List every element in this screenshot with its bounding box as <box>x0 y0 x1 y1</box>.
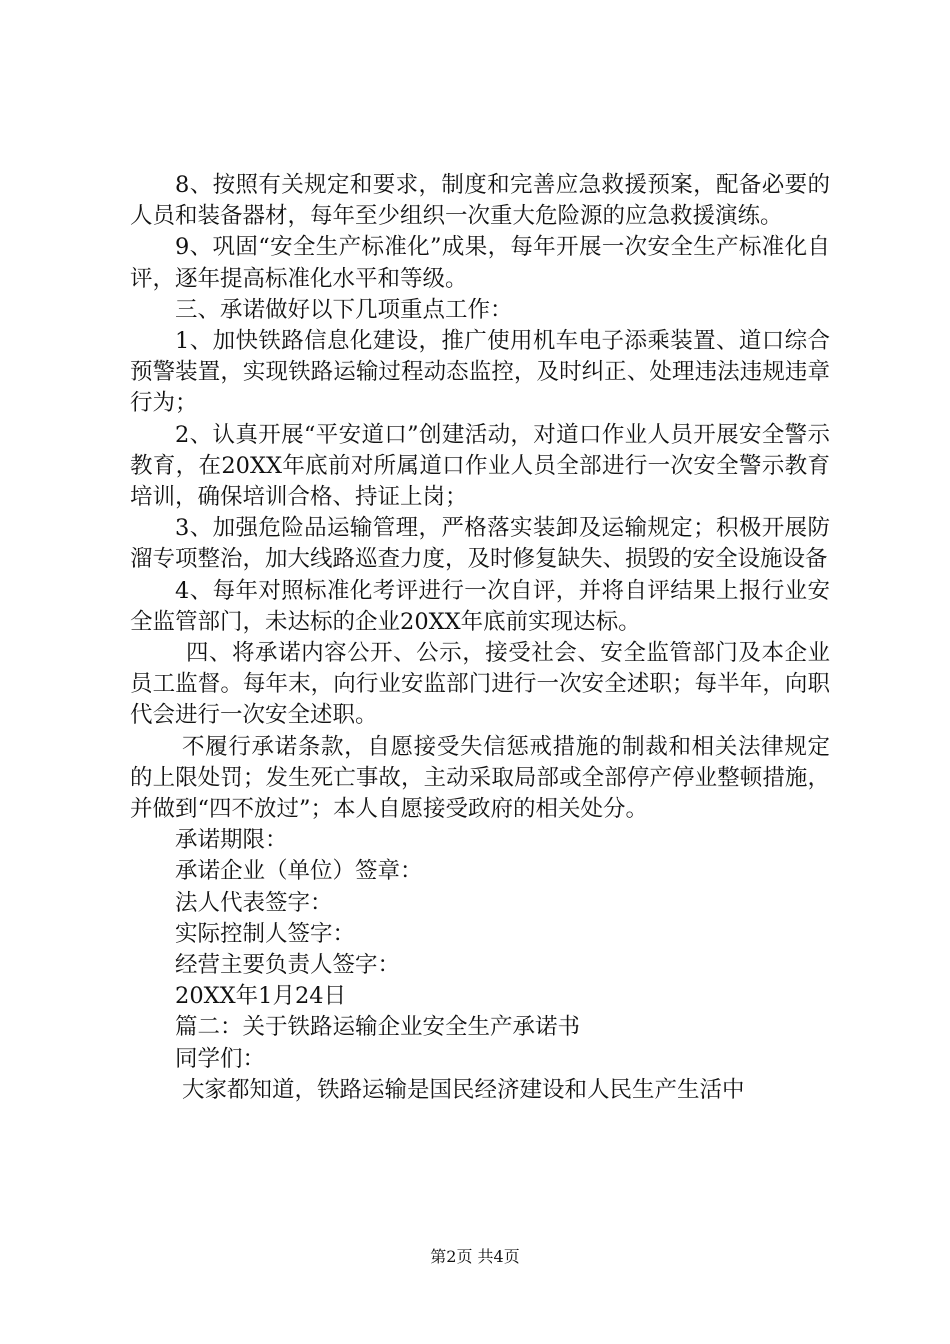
controller-signature-label: 实际控制人签字： <box>175 920 356 947</box>
paragraph-item-8: 8、按照有关规定和要求，制度和完善应急救援预案，配备必要的人员和装备器材，每年至少组织一次重大危险源的应急救援演练。 <box>130 172 830 230</box>
part-two-title: 篇二：关于铁路运输企业安全生产承诺书 <box>175 1014 581 1041</box>
opening-line: 大家都知道，铁路运输是国民经济建设和人民生产生活中 <box>182 1076 745 1103</box>
work-item-2: 2、认真开展“平安道口”创建活动，对道口作业人员开展安全警示教育，在20XX年底前对所属道口作业人员全部进行一次安全警示教育培训，确保培训合格、持证上岗； <box>130 421 830 511</box>
work-item-4: 4、每年对照标准化考评进行一次自评，并将自评结果上报行业安全监管部门，未达标的企业20XX年底前实现达标。 <box>130 577 830 635</box>
paragraph-item-9: 9、巩固“安全生产标准化”成果，每年开展一次安全生产标准化自评，逐年提高标准化水平和等级。 <box>130 234 830 292</box>
company-seal-label: 承诺企业（单位）签章： <box>175 858 423 885</box>
penalty-paragraph: 不履行承诺条款，自愿接受失信惩戒措施的制裁和相关法律规定的上限处罚；发生死亡事故，主动采取局部或全部停产停业整顿措施，并做到“四不放过”；本人自愿接受政府的相关处分。 <box>130 733 830 823</box>
legal-rep-signature-label: 法人代表签字： <box>175 889 333 916</box>
document-body <box>130 170 830 1106</box>
document-date: 20XX年1月24日 <box>175 983 347 1010</box>
manager-signature-label: 经营主要负责人签字： <box>175 952 401 979</box>
section-heading-3: 三、承诺做好以下几项重点工作： <box>175 296 513 323</box>
greeting: 同学们： <box>175 1045 266 1072</box>
section-paragraph-4: 四、将承诺内容公开、公示，接受社会、安全监管部门及本企业员工监督。每年末，向行业安监部门进行一次安全述职；每半年，向职代会进行一次安全述职。 <box>130 640 830 729</box>
work-item-1: 1、加快铁路信息化建设，推广使用机车电子添乘装置、道口综合预警装置，实现铁路运输过程动态监控，及时纠正、处理违法违规违章行为； <box>130 328 830 417</box>
work-item-3: 3、加强危险品运输管理，严格落实装卸及运输规定；积极开展防溜专项整治，加大线路巡查力度，及时修复缺失、损毁的安全设施设备 <box>130 515 830 573</box>
page-number: 第2页 共4页 <box>430 1247 520 1266</box>
commitment-period-label: 承诺期限： <box>175 827 288 854</box>
